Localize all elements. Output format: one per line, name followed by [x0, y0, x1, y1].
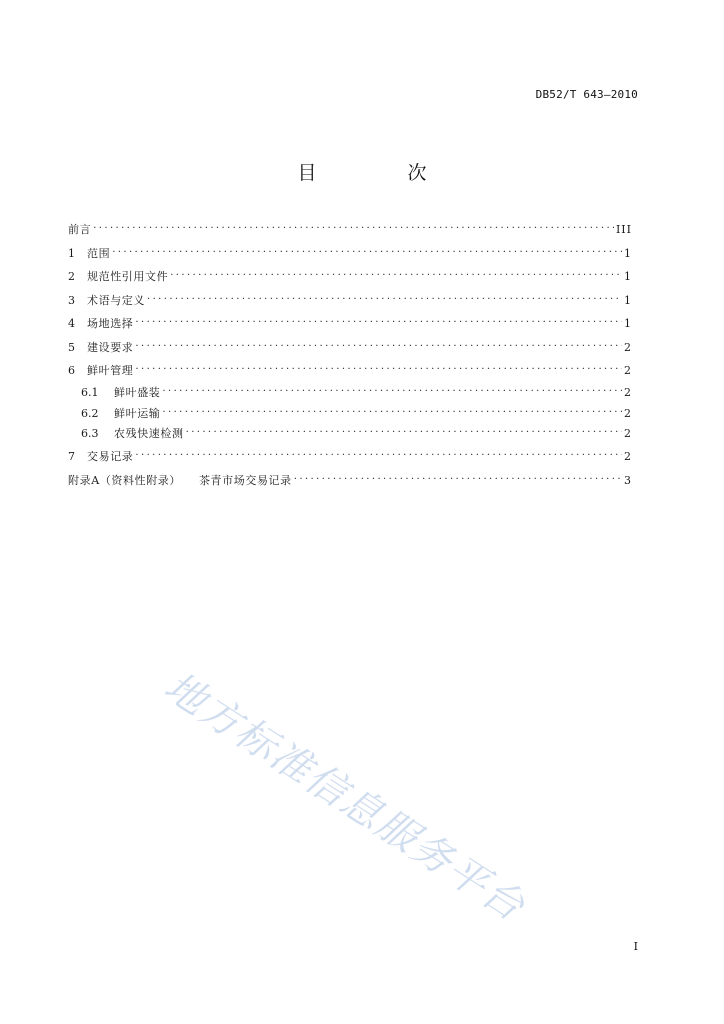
toc-entry-label: 场地选择 — [87, 317, 134, 330]
toc-entry-label: 前言 — [68, 223, 92, 236]
toc-entry-page: 2 — [624, 386, 632, 399]
toc-entry-appendix-title: 茶青市场交易记录 — [198, 473, 292, 487]
toc-entry-page: 1 — [624, 317, 632, 330]
toc-leader-dots — [170, 266, 622, 280]
toc-entry-foreword[interactable] — [68, 219, 632, 243]
toc-entry-label: 术语与定义 — [87, 293, 145, 307]
toc-entry-label: 鲜叶盛装 — [114, 386, 161, 399]
toc-leader-dots — [186, 423, 622, 437]
toc-entry-scope[interactable] — [68, 243, 632, 267]
toc-entry-pesticide-residue-test[interactable] — [68, 423, 632, 446]
toc-leader-dots — [135, 337, 622, 351]
toc-entry-label: 交易记录 — [87, 450, 134, 463]
toc-entry-label: 农残快速检测 — [114, 427, 184, 440]
toc-entry-label: 鲜叶管理 — [87, 364, 134, 377]
toc-entry-number: 6.1 — [81, 386, 99, 399]
toc-entry-terms-definitions[interactable] — [68, 290, 632, 314]
toc-entry-page: 3 — [624, 473, 632, 487]
toc-entry-page: 1 — [624, 293, 632, 307]
toc-entry-page: 2 — [624, 364, 632, 377]
toc-title: 目 次 — [297, 162, 463, 184]
toc-leader-dots — [135, 313, 622, 327]
toc-entry-site-selection[interactable] — [68, 313, 632, 337]
toc-entry-number: 6 — [68, 364, 75, 377]
page-number: I — [633, 940, 638, 953]
toc-entry-construction-requirements[interactable] — [68, 337, 632, 361]
toc-entry-number: 7 — [68, 450, 75, 463]
toc-entry-number: 5 — [68, 340, 75, 354]
toc-entry-number: 6.2 — [81, 406, 99, 420]
toc-entry-number: 6.3 — [81, 427, 99, 440]
toc-leader-dots — [112, 243, 622, 257]
toc-entry-label: 规范性引用文件 — [87, 270, 169, 283]
toc-entry-number: 2 — [68, 270, 75, 283]
toc-entry-fresh-leaf-transport[interactable] — [68, 403, 632, 424]
toc-entry-transaction-records[interactable] — [68, 446, 632, 470]
toc-entry-normative-references[interactable] — [68, 266, 632, 290]
toc-entry-number: 4 — [68, 317, 75, 330]
toc-entry-page: 2 — [624, 406, 632, 420]
toc-entry-label: 鲜叶运输 — [114, 406, 161, 420]
table-of-contents — [68, 219, 632, 493]
toc-entry-label: 范围 — [87, 246, 111, 260]
toc-leader-dots — [147, 290, 622, 304]
toc-leader-dots — [162, 403, 622, 417]
toc-leader-dots — [135, 446, 622, 460]
toc-entry-fresh-leaf-packing[interactable] — [68, 382, 632, 403]
toc-entry-page: 2 — [624, 427, 632, 440]
toc-entry-number: 1 — [68, 246, 75, 260]
toc-leader-dots — [294, 470, 622, 484]
toc-entry-fresh-leaf-management[interactable] — [68, 360, 632, 382]
toc-leader-dots — [162, 382, 622, 396]
toc-entry-label: 附录A（资料性附录） — [68, 473, 181, 487]
toc-leader-dots — [93, 219, 614, 233]
toc-entry-page: 2 — [624, 340, 632, 354]
toc-entry-number: 3 — [68, 293, 75, 307]
toc-entry-page: III — [615, 223, 632, 236]
toc-leader-dots — [135, 360, 622, 374]
toc-entry-label: 建设要求 — [87, 340, 134, 354]
toc-entry-page: 1 — [624, 246, 632, 260]
watermark: 地方标准信息服务平台 — [156, 663, 534, 931]
toc-entry-appendix-a[interactable] — [68, 470, 632, 494]
document-code: DB52/T 643—2010 — [535, 88, 638, 101]
toc-entry-page: 2 — [624, 450, 632, 463]
toc-entry-page: 1 — [624, 270, 632, 283]
